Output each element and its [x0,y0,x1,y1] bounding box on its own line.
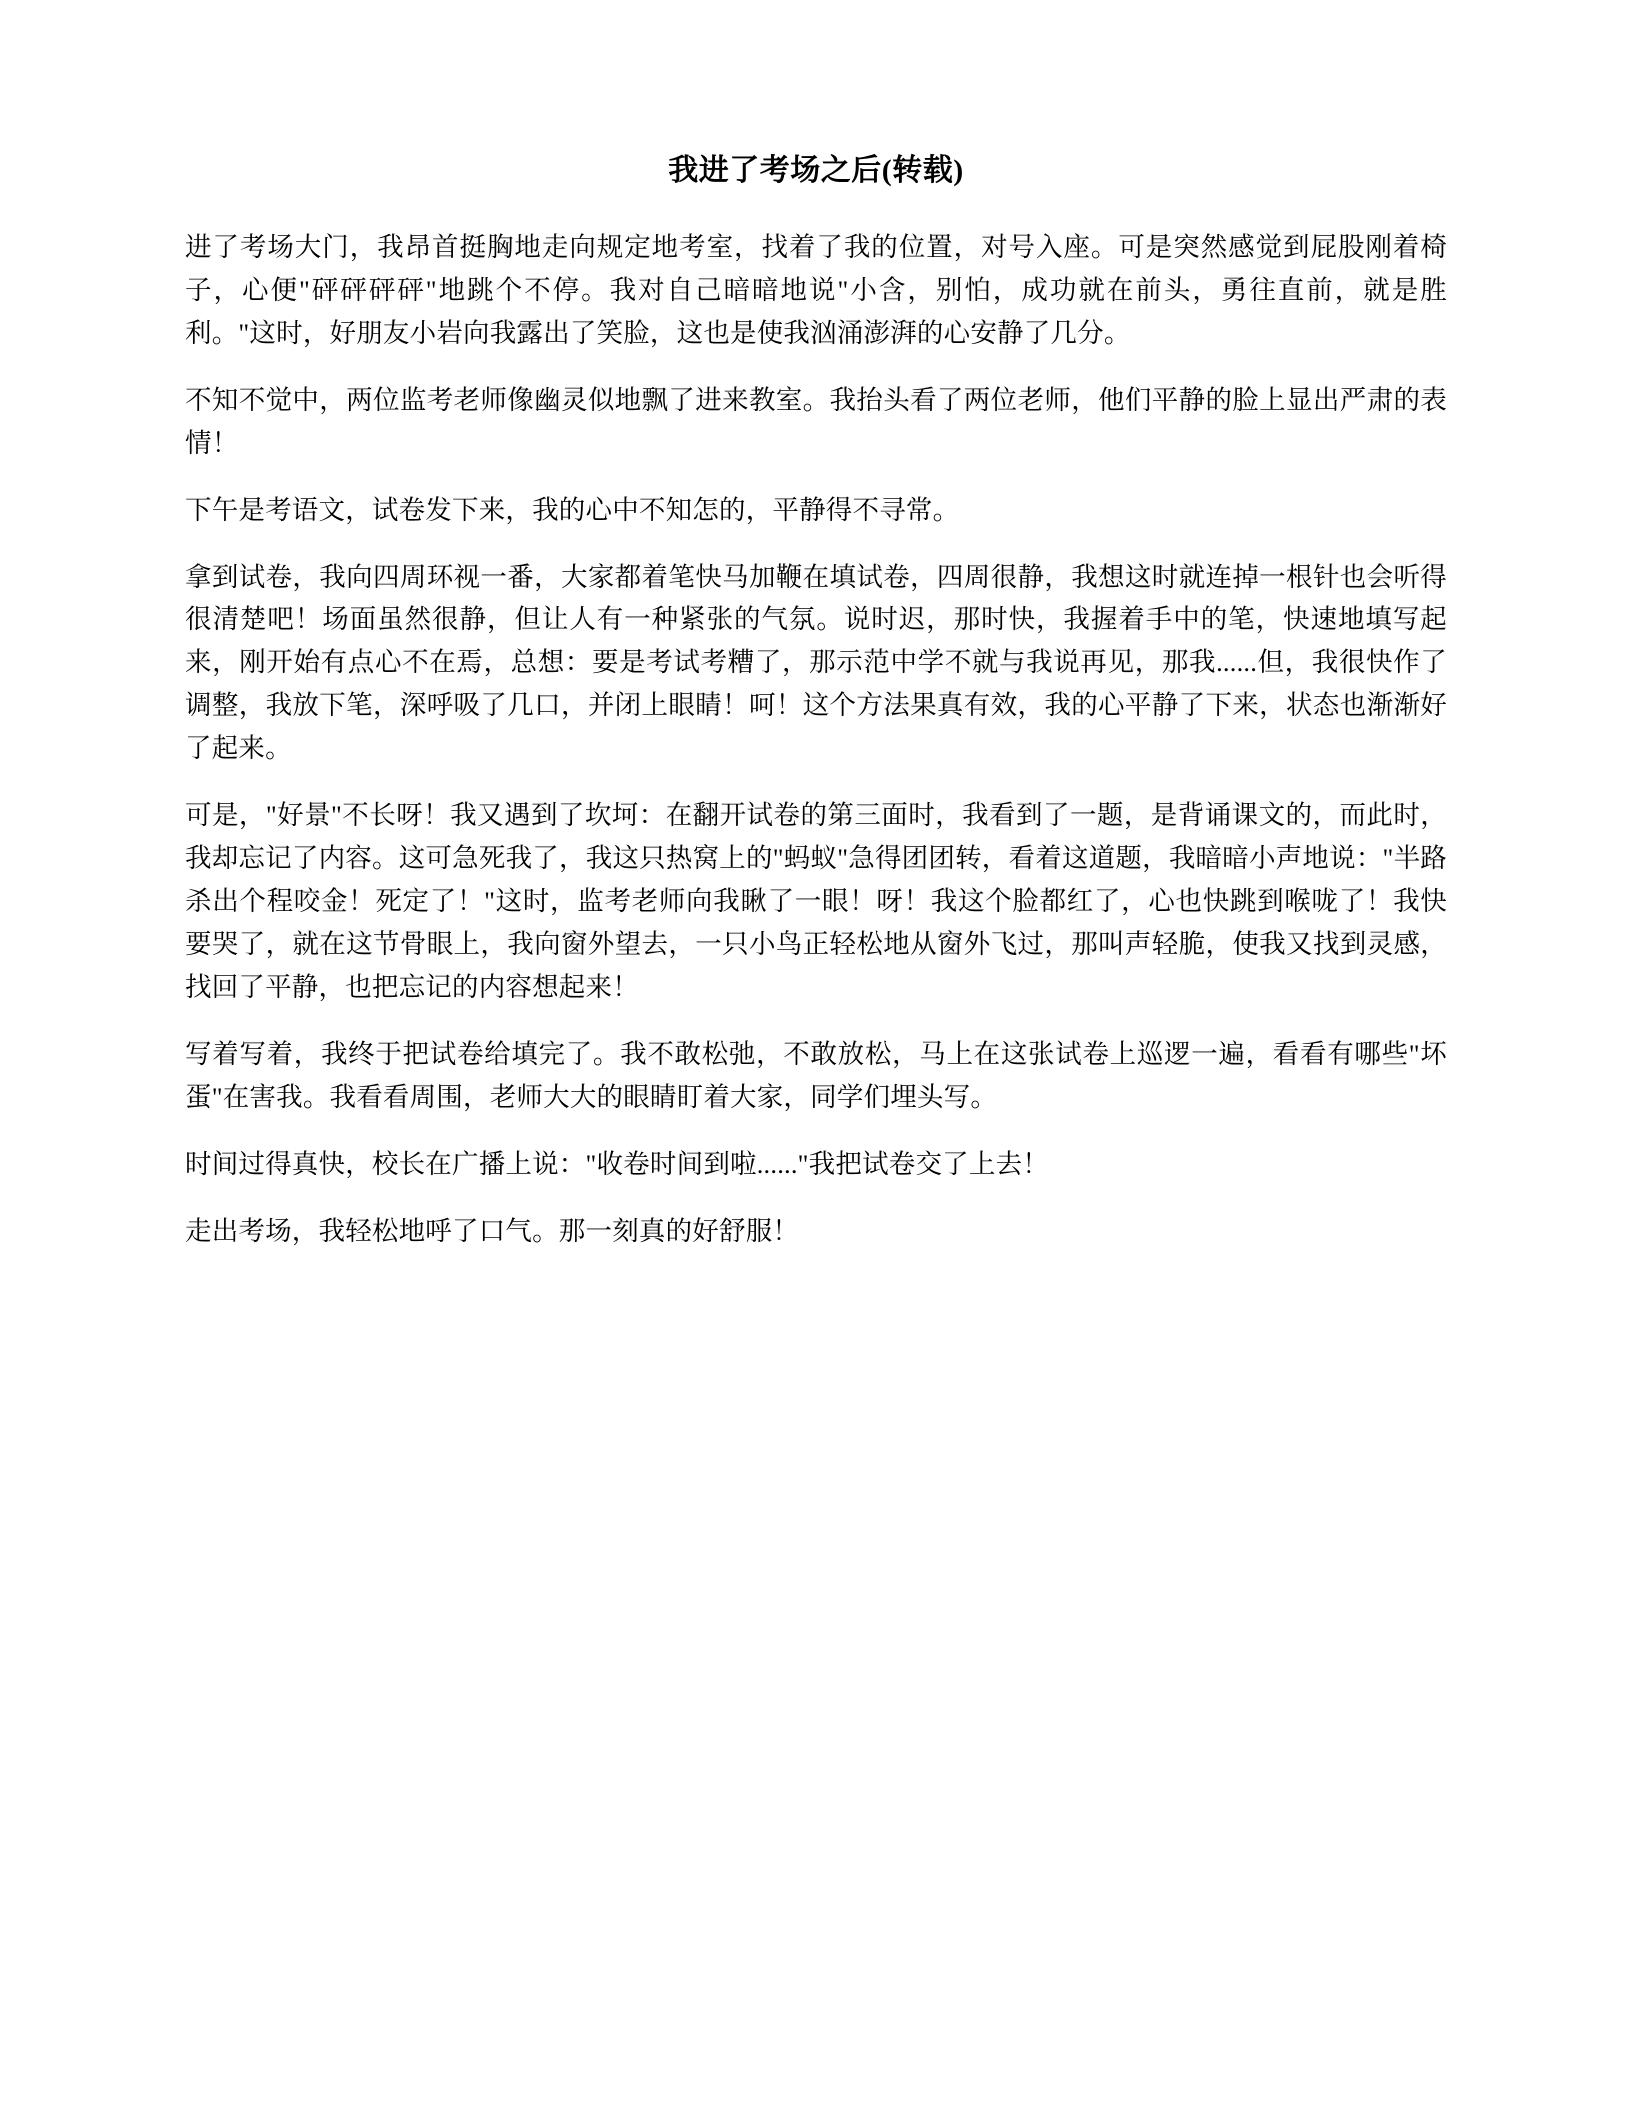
paragraph-8: 走出考场，我轻松地呼了口气。那一刻真的好舒服！ [185,1215,800,1246]
page-title: 我进了考场之后(转载) [668,154,964,187]
paragraph-2: 不知不觉中，两位监考老师像幽灵似地飘了进来教室。我抬头看了两位老师，他们平静的脸上显出严肃的表情！ [185,384,1447,458]
paragraph-4: 拿到试卷，我向四周环视一番，大家都着笔快马加鞭在填试卷，四周很静，我想这时就连掉一根针也会听得很清楚吧！场面虽然很静，但让人有一种紧张的气氛。说时迟，那时快，我握着手中的笔，快速地填写起来，刚开始有点心不在焉，总想：要是考试考糟了，那示范中学不就与我说再见，那我......但，我很快作了调整，我放下笔，深呼吸了几口，并闭上眼睛！呵！这个方法果真有效，我的心平静了下来，状态也渐渐好了起来。 [185,561,1447,764]
document-body [185,226,1447,1252]
paragraph-6: 写着写着，我终于把试卷给填完了。我不敢松弛，不敢放松，马上在这张试卷上巡逻一遍，看看有哪些"坏蛋"在害我。我看看周围，老师大大的眼睛盯着大家，同学们埋头写。 [185,1038,1447,1112]
paragraph-1: 进了考场大门，我昂首挺胸地走向规定地考室，找着了我的位置，对号入座。可是突然感觉到屁股刚着椅子，心便"砰砰砰砰"地跳个不停。我对自己暗暗地说"小含，别怕，成功就在前头，勇往直前，就是胜利。"这时，好朋友小岩向我露出了笑脸，这也是使我汹涌澎湃的心安静了几分。 [185,232,1447,348]
paragraph-3: 下午是考语文，试卷发下来，我的心中不知怎的，平静得不寻常。 [185,494,960,525]
paragraph-7: 时间过得真快，校长在广播上说："收卷时间到啦......"我把试卷交了上去！ [185,1148,1049,1179]
paragraph-5: 可是，"好景"不长呀！我又遇到了坎坷：在翻开试卷的第三面时，我看到了一题，是背诵课文的，而此时，我却忘记了内容。这可急死我了，我这只热窝上的"蚂蚁"急得团团转，看着这道题，我暗暗小声地说："半路杀出个程咬金！死定了！"这时，监考老师向我瞅了一眼！呀！我这个脸都红了，心也快跳到喉咙了！我快要哭了，就在这节骨眼上，我向窗外望去，一只小鸟正轻松地从窗外飞过，那叫声轻脆，使我又找到灵感，找回了平静，也把忘记的内容想起来！ [185,800,1447,1002]
